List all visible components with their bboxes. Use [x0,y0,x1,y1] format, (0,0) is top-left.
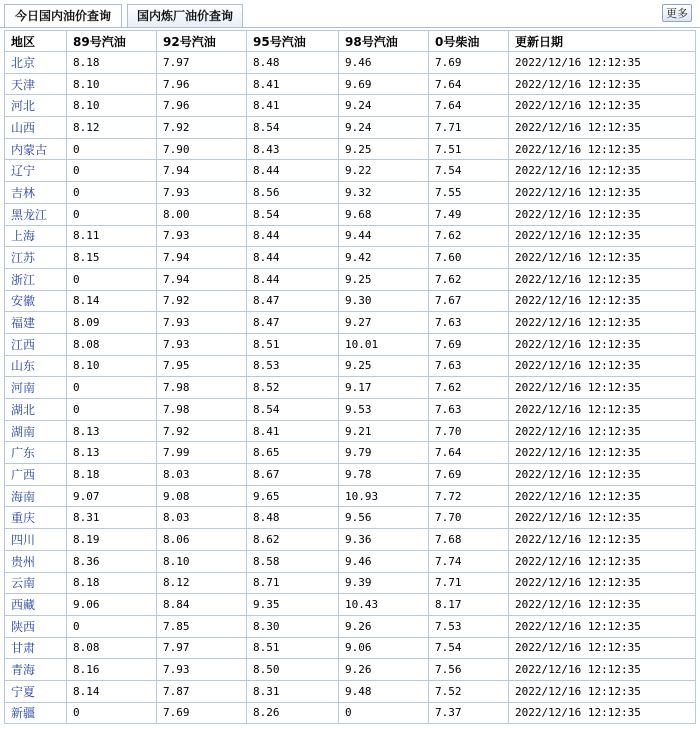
price-89: 8.15 [67,247,157,269]
price-diesel-0: 7.63 [429,355,509,377]
price-95: 8.48 [247,507,339,529]
price-98: 9.46 [339,550,429,572]
price-89: 0 [67,268,157,290]
price-92: 7.90 [157,138,247,160]
price-98: 9.79 [339,442,429,464]
region-link[interactable]: 江苏 [5,247,67,269]
table-row [5,442,696,464]
price-89: 9.06 [67,594,157,616]
table-row [5,355,696,377]
price-98: 9.42 [339,247,429,269]
price-92: 8.06 [157,529,247,551]
table-row [5,95,696,117]
price-95: 8.31 [247,680,339,702]
region-link[interactable]: 江西 [5,333,67,355]
region-link[interactable]: 湖南 [5,420,67,442]
price-98: 9.26 [339,615,429,637]
price-diesel-0: 7.67 [429,290,509,312]
table-row [5,182,696,204]
price-89: 9.07 [67,485,157,507]
price-92: 7.92 [157,420,247,442]
table-row [5,702,696,724]
update-date: 2022/12/16 12:12:35 [509,442,696,464]
price-92: 7.93 [157,225,247,247]
more-button[interactable]: 更多 [662,4,692,22]
price-92: 7.95 [157,355,247,377]
price-98: 9.53 [339,399,429,421]
price-89: 8.14 [67,290,157,312]
region-link[interactable]: 浙江 [5,268,67,290]
price-89: 8.19 [67,529,157,551]
price-98: 10.93 [339,485,429,507]
price-92: 7.94 [157,160,247,182]
price-89: 8.13 [67,442,157,464]
price-95: 8.51 [247,637,339,659]
price-98: 10.01 [339,333,429,355]
region-link[interactable]: 河南 [5,377,67,399]
table-row [5,637,696,659]
price-92: 9.08 [157,485,247,507]
region-link[interactable]: 天津 [5,73,67,95]
price-89: 8.11 [67,225,157,247]
update-date: 2022/12/16 12:12:35 [509,355,696,377]
price-diesel-0: 7.52 [429,680,509,702]
price-89: 8.09 [67,312,157,334]
price-98: 9.06 [339,637,429,659]
price-95: 8.48 [247,52,339,74]
price-diesel-0: 7.54 [429,637,509,659]
price-92: 7.97 [157,637,247,659]
update-date: 2022/12/16 12:12:35 [509,464,696,486]
header-gasoline-98: 98号汽油 [339,31,429,52]
table-row [5,160,696,182]
price-89: 0 [67,138,157,160]
price-95: 8.30 [247,615,339,637]
header-gasoline-95: 95号汽油 [247,31,339,52]
price-95: 8.52 [247,377,339,399]
region-link[interactable]: 北京 [5,52,67,74]
update-date: 2022/12/16 12:12:35 [509,225,696,247]
table-row [5,290,696,312]
price-98: 9.25 [339,138,429,160]
price-92: 8.00 [157,203,247,225]
price-89: 8.12 [67,117,157,139]
price-diesel-0: 7.72 [429,485,509,507]
update-date: 2022/12/16 12:12:35 [509,507,696,529]
price-92: 8.03 [157,464,247,486]
price-92: 7.94 [157,247,247,269]
price-92: 7.98 [157,399,247,421]
price-diesel-0: 7.63 [429,399,509,421]
price-diesel-0: 7.64 [429,95,509,117]
region-link[interactable]: 宁夏 [5,680,67,702]
region-link[interactable]: 云南 [5,572,67,594]
table-row [5,399,696,421]
price-98: 9.44 [339,225,429,247]
price-92: 7.96 [157,73,247,95]
price-89: 8.08 [67,333,157,355]
price-98: 9.25 [339,355,429,377]
update-date: 2022/12/16 12:12:35 [509,377,696,399]
region-link[interactable]: 内蒙古 [5,138,67,160]
table-row [5,680,696,702]
update-date: 2022/12/16 12:12:35 [509,312,696,334]
price-92: 7.92 [157,290,247,312]
region-link[interactable]: 山东 [5,355,67,377]
table-row [5,659,696,681]
price-diesel-0: 7.74 [429,550,509,572]
price-89: 8.18 [67,52,157,74]
update-date: 2022/12/16 12:12:35 [509,73,696,95]
price-98: 9.68 [339,203,429,225]
table-row [5,312,696,334]
table-row [5,529,696,551]
header-diesel-0: 0号柴油 [429,31,509,52]
region-link[interactable]: 上海 [5,225,67,247]
table-row [5,464,696,486]
header-region: 地区 [5,31,67,52]
table-header-row [5,31,696,52]
price-98: 9.36 [339,529,429,551]
table-row [5,117,696,139]
table-row [5,572,696,594]
table-row [5,333,696,355]
price-diesel-0: 7.62 [429,377,509,399]
price-diesel-0: 7.71 [429,572,509,594]
table-row [5,52,696,74]
update-date: 2022/12/16 12:12:35 [509,399,696,421]
region-link[interactable]: 辽宁 [5,160,67,182]
price-diesel-0: 7.64 [429,442,509,464]
price-89: 0 [67,615,157,637]
table-row [5,247,696,269]
price-92: 7.92 [157,117,247,139]
price-98: 9.56 [339,507,429,529]
update-date: 2022/12/16 12:12:35 [509,485,696,507]
update-date: 2022/12/16 12:12:35 [509,333,696,355]
price-95: 8.44 [247,268,339,290]
price-95: 8.53 [247,355,339,377]
price-92: 7.85 [157,615,247,637]
price-diesel-0: 7.53 [429,615,509,637]
price-95: 8.54 [247,399,339,421]
update-date: 2022/12/16 12:12:35 [509,659,696,681]
price-89: 8.31 [67,507,157,529]
price-92: 7.94 [157,268,247,290]
price-98: 9.32 [339,182,429,204]
region-link[interactable]: 湖北 [5,399,67,421]
update-date: 2022/12/16 12:12:35 [509,680,696,702]
price-89: 0 [67,377,157,399]
price-diesel-0: 7.64 [429,73,509,95]
price-diesel-0: 7.55 [429,182,509,204]
price-95: 8.65 [247,442,339,464]
price-98: 9.25 [339,268,429,290]
update-date: 2022/12/16 12:12:35 [509,160,696,182]
price-89: 8.10 [67,355,157,377]
price-diesel-0: 7.70 [429,420,509,442]
price-98: 9.17 [339,377,429,399]
price-92: 7.93 [157,659,247,681]
table-row [5,73,696,95]
region-link[interactable]: 广东 [5,442,67,464]
price-95: 8.44 [247,247,339,269]
price-89: 0 [67,182,157,204]
update-date: 2022/12/16 12:12:35 [509,615,696,637]
price-98: 9.48 [339,680,429,702]
price-95: 8.44 [247,225,339,247]
table-row [5,268,696,290]
table-row [5,507,696,529]
price-92: 8.12 [157,572,247,594]
header-gasoline-89: 89号汽油 [67,31,157,52]
region-link[interactable]: 重庆 [5,507,67,529]
price-89: 0 [67,160,157,182]
price-95: 8.56 [247,182,339,204]
price-diesel-0: 7.54 [429,160,509,182]
price-89: 0 [67,399,157,421]
region-link[interactable]: 贵州 [5,550,67,572]
region-link[interactable]: 陕西 [5,615,67,637]
price-92: 7.97 [157,52,247,74]
price-89: 8.18 [67,464,157,486]
update-date: 2022/12/16 12:12:35 [509,637,696,659]
price-98: 9.46 [339,52,429,74]
price-92: 7.98 [157,377,247,399]
update-date: 2022/12/16 12:12:35 [509,420,696,442]
oil-price-table [4,30,696,724]
price-diesel-0: 8.17 [429,594,509,616]
region-link[interactable]: 福建 [5,312,67,334]
price-95: 8.41 [247,420,339,442]
region-link[interactable]: 西藏 [5,594,67,616]
price-89: 8.16 [67,659,157,681]
price-95: 8.54 [247,117,339,139]
price-95: 8.44 [247,160,339,182]
region-link[interactable]: 青海 [5,659,67,681]
update-date: 2022/12/16 12:12:35 [509,247,696,269]
update-date: 2022/12/16 12:12:35 [509,268,696,290]
table-row [5,377,696,399]
header-gasoline-92: 92号汽油 [157,31,247,52]
tab-bar [0,0,700,28]
price-92: 7.96 [157,95,247,117]
price-diesel-0: 7.62 [429,225,509,247]
price-89: 8.14 [67,680,157,702]
price-diesel-0: 7.62 [429,268,509,290]
price-89: 8.10 [67,73,157,95]
table-row [5,225,696,247]
update-date: 2022/12/16 12:12:35 [509,702,696,724]
price-89: 8.10 [67,95,157,117]
price-92: 7.99 [157,442,247,464]
price-98: 10.43 [339,594,429,616]
price-95: 8.47 [247,312,339,334]
price-98: 9.69 [339,73,429,95]
table-row [5,203,696,225]
price-92: 8.03 [157,507,247,529]
price-98: 9.24 [339,117,429,139]
region-link[interactable]: 河北 [5,95,67,117]
price-98: 9.78 [339,464,429,486]
table-row [5,485,696,507]
price-89: 8.08 [67,637,157,659]
price-98: 9.30 [339,290,429,312]
region-link[interactable]: 吉林 [5,182,67,204]
region-link[interactable]: 新疆 [5,702,67,724]
price-89: 0 [67,702,157,724]
price-diesel-0: 7.37 [429,702,509,724]
price-89: 0 [67,203,157,225]
price-95: 8.54 [247,203,339,225]
price-89: 8.13 [67,420,157,442]
price-95: 8.71 [247,572,339,594]
tab-bar-divider [0,27,700,28]
price-98: 0 [339,702,429,724]
tab-domestic-refinery-oil-price[interactable]: 国内炼厂油价查询 [127,4,243,27]
price-98: 9.24 [339,95,429,117]
price-diesel-0: 7.69 [429,52,509,74]
table-row [5,138,696,160]
price-95: 9.35 [247,594,339,616]
price-89: 8.18 [67,572,157,594]
region-link[interactable]: 海南 [5,485,67,507]
price-92: 7.93 [157,312,247,334]
price-98: 9.26 [339,659,429,681]
update-date: 2022/12/16 12:12:35 [509,182,696,204]
table-row [5,420,696,442]
price-diesel-0: 7.70 [429,507,509,529]
update-date: 2022/12/16 12:12:35 [509,529,696,551]
price-95: 8.47 [247,290,339,312]
price-diesel-0: 7.63 [429,312,509,334]
update-date: 2022/12/16 12:12:35 [509,138,696,160]
price-95: 8.41 [247,95,339,117]
price-92: 7.93 [157,333,247,355]
price-diesel-0: 7.71 [429,117,509,139]
price-95: 8.58 [247,550,339,572]
price-98: 9.39 [339,572,429,594]
price-95: 8.67 [247,464,339,486]
region-link[interactable]: 安徽 [5,290,67,312]
price-92: 8.84 [157,594,247,616]
table-row [5,615,696,637]
update-date: 2022/12/16 12:12:35 [509,594,696,616]
update-date: 2022/12/16 12:12:35 [509,95,696,117]
price-diesel-0: 7.56 [429,659,509,681]
price-diesel-0: 7.69 [429,464,509,486]
update-date: 2022/12/16 12:12:35 [509,203,696,225]
header-update-date: 更新日期 [509,31,696,52]
price-95: 8.43 [247,138,339,160]
table-row [5,594,696,616]
table-row [5,550,696,572]
price-diesel-0: 7.68 [429,529,509,551]
price-95: 9.65 [247,485,339,507]
region-link[interactable]: 黑龙江 [5,203,67,225]
price-92: 7.87 [157,680,247,702]
region-link[interactable]: 四川 [5,529,67,551]
tab-today-domestic-oil-price[interactable]: 今日国内油价查询 [4,4,122,28]
price-95: 8.51 [247,333,339,355]
update-date: 2022/12/16 12:12:35 [509,290,696,312]
price-diesel-0: 7.51 [429,138,509,160]
price-92: 8.10 [157,550,247,572]
region-link[interactable]: 甘肃 [5,637,67,659]
update-date: 2022/12/16 12:12:35 [509,572,696,594]
price-98: 9.21 [339,420,429,442]
update-date: 2022/12/16 12:12:35 [509,550,696,572]
price-diesel-0: 7.69 [429,333,509,355]
price-89: 8.36 [67,550,157,572]
price-92: 7.93 [157,182,247,204]
price-92: 7.69 [157,702,247,724]
price-95: 8.50 [247,659,339,681]
price-95: 8.62 [247,529,339,551]
price-98: 9.22 [339,160,429,182]
price-95: 8.26 [247,702,339,724]
price-95: 8.41 [247,73,339,95]
update-date: 2022/12/16 12:12:35 [509,52,696,74]
price-diesel-0: 7.49 [429,203,509,225]
region-link[interactable]: 山西 [5,117,67,139]
update-date: 2022/12/16 12:12:35 [509,117,696,139]
region-link[interactable]: 广西 [5,464,67,486]
price-diesel-0: 7.60 [429,247,509,269]
price-98: 9.27 [339,312,429,334]
